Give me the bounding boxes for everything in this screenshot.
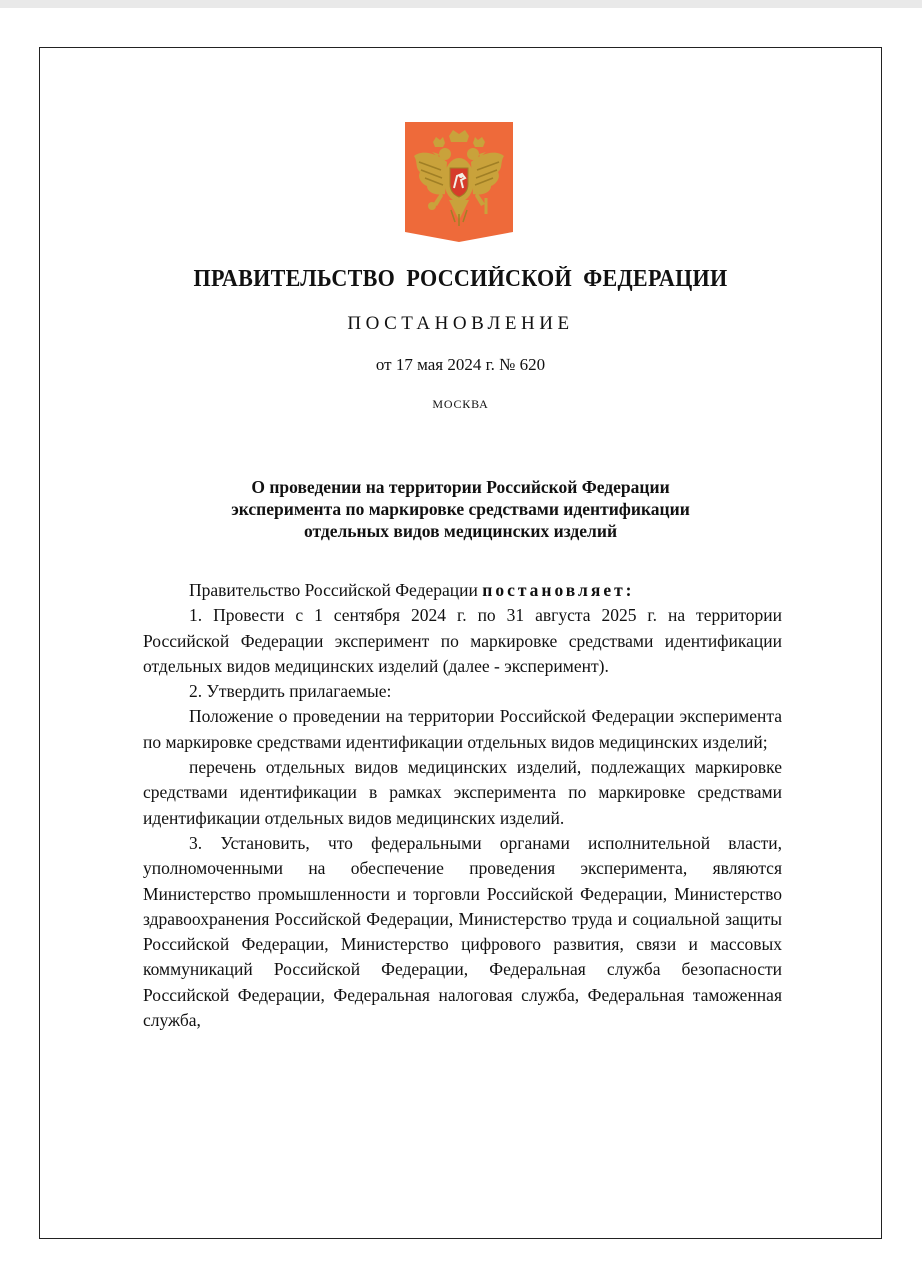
preamble-verb: постановляет: xyxy=(482,580,635,600)
decree-type-title: ПОСТАНОВЛЕНИЕ xyxy=(347,313,574,334)
body-paragraph: Положение о проведении на территории Российской Федерации эксперимента по маркировке средствами идентификации отдельных видов медицинских изделий; xyxy=(143,706,782,752)
body-paragraph: 3. Установить, что федеральными органами исполнительной власти, уполномоченными на обеспечение проведения эксперимента, являются Министерство промышленности и торговли Российской Федерации, Министерство здравоохранения Российской Федерации, Министерство труда и социальной защиты Российской Федерации, Министерство цифрового развития, связи и массовых коммуникаций Российской Федерации, Федеральная служба безопасности Российской Федерации, Федеральная налоговая служба, Федеральная таможенная служба, xyxy=(143,832,782,1031)
russian-coat-of-arms-icon xyxy=(405,122,513,242)
government-title: ПРАВИТЕЛЬСТВО РОССИЙСКОЙ ФЕДЕРАЦИИ xyxy=(193,266,728,292)
document-heading xyxy=(40,476,881,542)
document-page xyxy=(39,47,882,1239)
viewer-top-bar xyxy=(0,0,922,8)
document-body xyxy=(143,578,782,1033)
decree-city: МОСКВА xyxy=(432,397,489,411)
decree-date-number: от 17 мая 2024 г. № 620 xyxy=(375,355,546,374)
heading-line: О проведении на территории Российской Федерации xyxy=(251,477,670,497)
preamble-paragraph xyxy=(143,578,782,603)
body-paragraph: 1. Провести с 1 сентября 2024 г. по 31 августа 2025 г. на территории Российской Федерации эксперимент по маркировке средствами идентификации отдельных видов медицинских изделий (далее - эксперимент). xyxy=(143,605,782,676)
heading-line: эксперимента по маркировке средствами идентификации xyxy=(231,499,690,519)
body-paragraph: 2. Утвердить прилагаемые: xyxy=(189,681,392,702)
heading-line: отдельных видов медицинских изделий xyxy=(303,521,618,541)
body-paragraph: перечень отдельных видов медицинских изделий, подлежащих маркировке средствами идентификации в рамках эксперимента по маркировке средствами идентификации отдельных видов медицинских изделий. xyxy=(143,757,782,828)
preamble-text: Правительство Российской Федерации xyxy=(189,580,478,600)
